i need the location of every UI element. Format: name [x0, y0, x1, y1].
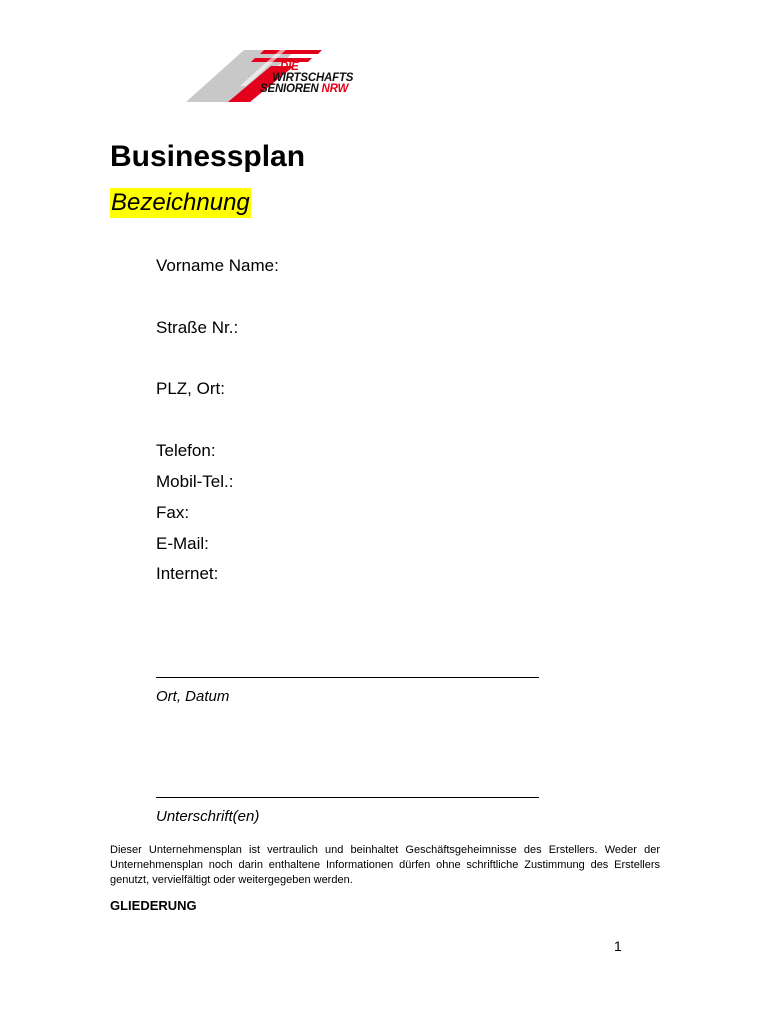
field-email: E-Mail:: [156, 534, 209, 553]
field-telefon: Telefon:: [156, 441, 216, 460]
logo-text-nrw: NRW: [321, 83, 349, 95]
logo-text-senioren: [260, 84, 348, 95]
field-mobil-tel: Mobil-Tel.:: [156, 472, 234, 491]
confidentiality-disclaimer: Dieser Unternehmensplan ist vertraulich und beinhaltet Geschäftsgeheimnisse des Erstellers. Weder der Unternehmensplan noch darin enthaltene Informationen dürfen ohne schriftliche Zustimmung des Erstellers genutzt, vervielfältigt oder weitergegeben werden.: [110, 844, 660, 886]
logo-text-senioren-main: SENIOREN: [260, 83, 319, 95]
logo-text-die: DIE: [280, 61, 299, 73]
logo-text-wirtschafts: WIRTSCHAFTS: [272, 72, 354, 84]
field-vorname-name: Vorname Name:: [156, 256, 279, 275]
document-subtitle: Bezeichnung: [111, 189, 250, 216]
signature-label: Unterschrift(en): [156, 808, 260, 825]
field-plz-ort: PLZ, Ort:: [156, 379, 225, 398]
wirtschaftssenioren-logo: [184, 44, 374, 106]
place-date-line: [156, 677, 539, 678]
signature-line: [156, 797, 539, 798]
section-heading-gliederung: GLIEDERUNG: [110, 898, 197, 913]
field-strasse-nr: Straße Nr.:: [156, 318, 239, 337]
document-title: Businessplan: [110, 140, 306, 173]
field-fax: Fax:: [156, 503, 190, 522]
field-internet: Internet:: [156, 564, 219, 583]
page-number: 1: [614, 938, 622, 954]
place-date-label: Ort, Datum: [156, 688, 230, 705]
